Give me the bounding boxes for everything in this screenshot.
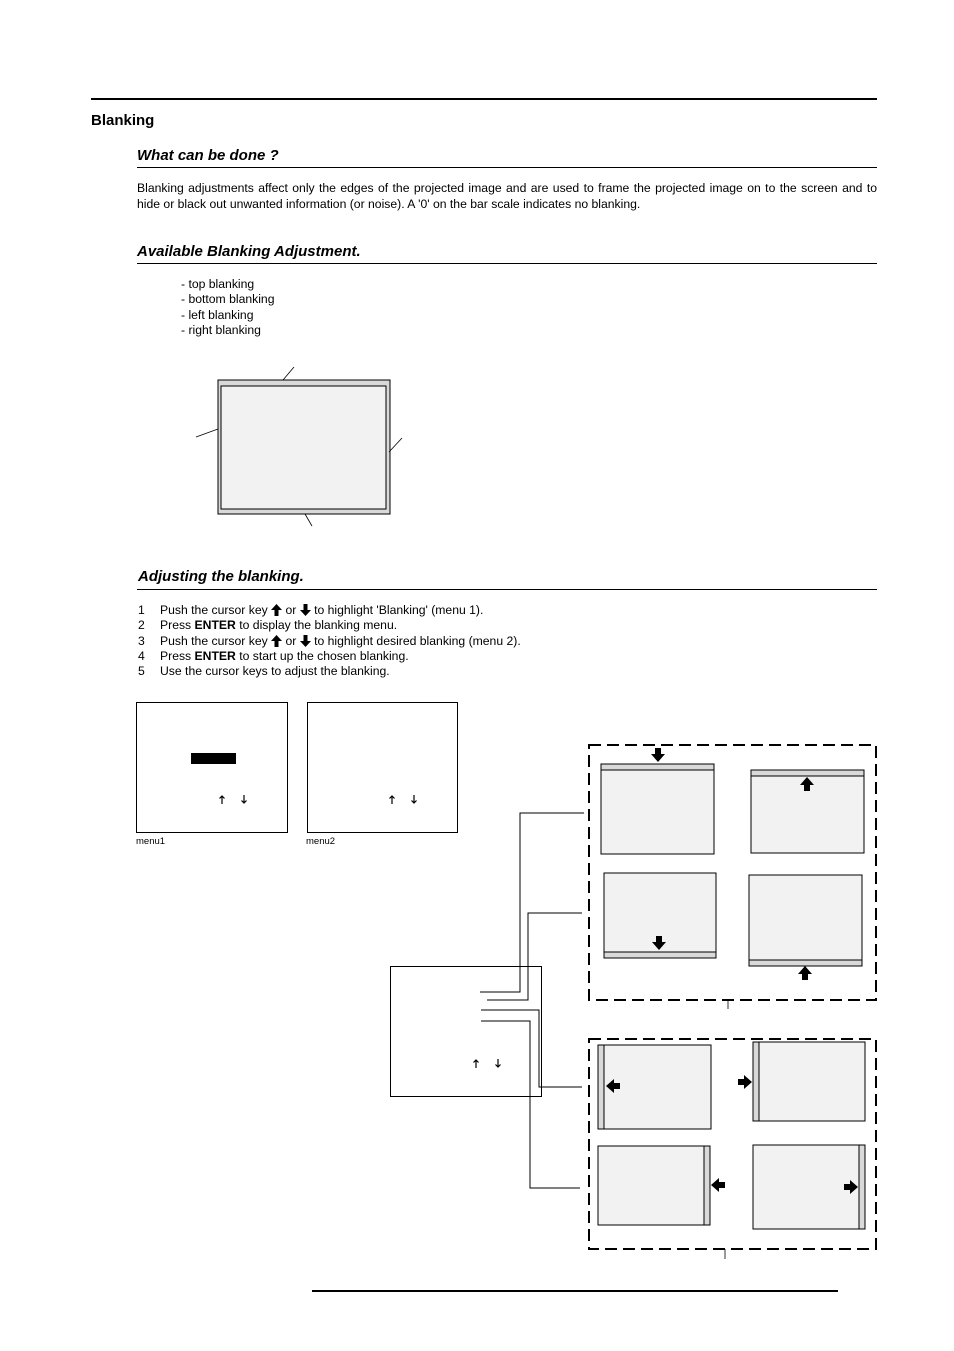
step-4: 4 Press ENTER to start up the chosen blanking. [138, 648, 409, 663]
available-heading: Available Blanking Adjustment. [137, 243, 361, 260]
left-right-group [589, 1039, 876, 1259]
section-title: Blanking [91, 112, 155, 129]
menu1-caption: menu1 [136, 836, 166, 847]
step-2: 2 Press ENTER to display the blanking menu. [138, 618, 398, 633]
list-item: - left blanking [181, 307, 254, 322]
list-item: - top blanking [181, 277, 255, 291]
step-5: 5 Use the cursor keys to adjust the blanking. [138, 664, 390, 679]
menu1-box [137, 703, 288, 833]
step-3: 3 Push the cursor key or to highlight desired blanking (menu 2). [138, 633, 521, 648]
down-arrow-icon [651, 748, 665, 762]
menu3-box [391, 967, 542, 1097]
left-arrow-icon [711, 1178, 725, 1192]
menu2-box [308, 703, 458, 833]
overview-screen [196, 367, 402, 526]
right-arrow-icon [738, 1075, 752, 1089]
menu2-caption: menu2 [306, 836, 336, 847]
up-arrow-icon [798, 966, 812, 980]
step-1: 1 Push the cursor key or to highlight 'Blanking' (menu 1). [138, 603, 484, 617]
list-item: - right blanking [181, 323, 261, 338]
list-item: - bottom blanking [181, 292, 275, 307]
what-heading: What can be done ? [137, 147, 279, 164]
top-bottom-group [589, 745, 876, 1009]
adjusting-heading: Adjusting the blanking. [138, 568, 304, 585]
what-text: Blanking adjustments affect only the edges of the projected image and are used to frame the projected image on to the screen and to hide or black out unwanted information (or noise). A '0' on the bar scale indicates no blanking. [137, 181, 877, 211]
